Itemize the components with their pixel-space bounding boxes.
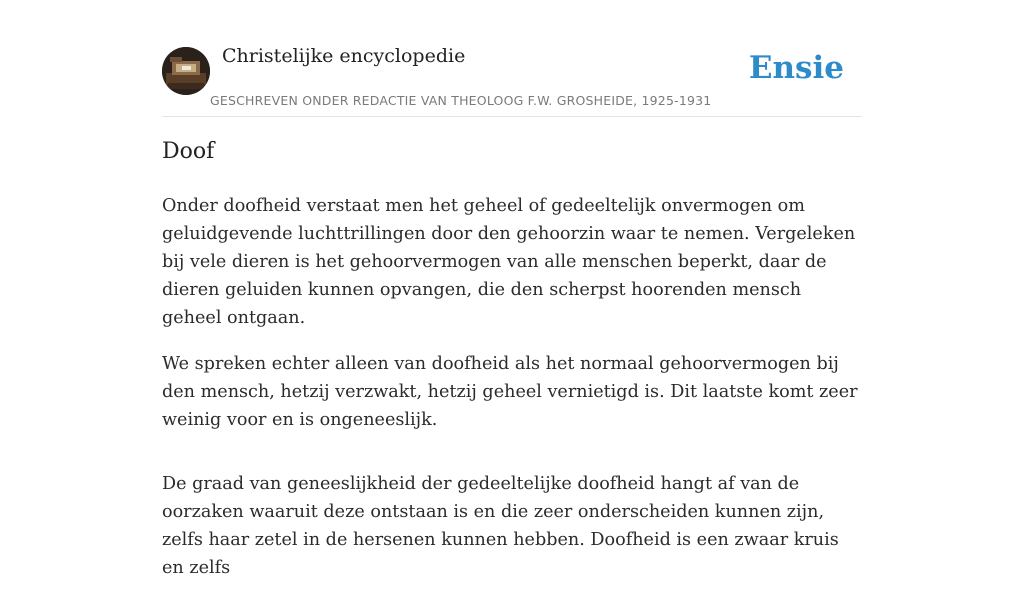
article-body [162,192,862,600]
publication-title[interactable]: Christelijke encyclopedie [222,45,466,67]
article-paragraph: We spreken echter alleen van doofheid als het normaal gehoorvermogen bij den mensch, hetzij verzwakt, hetzij geheel vernietigd is. Dit laatste komt zeer weinig voor en is ongeneeslijk. [162,354,858,430]
article-paragraph: De graad van geneeslijkheid der gedeeltelijke doofheid hangt af van de oorzaken waaruit deze ontstaan is en die zeer onderscheiden kunnen zijn, zelfs haar zetel in de hersenen kunnen hebben. Doofheid is een zwaar kruis en zelfs [162,474,839,578]
publication-header [162,0,862,117]
article-title: Doof [162,139,215,164]
brand-logo[interactable]: Ensie [748,50,844,86]
book-image-icon [162,47,210,95]
article-paragraph: Onder doofheid verstaat men het geheel of gedeeltelijk onvermogen om geluidgevende luchttrillingen door den gehoorzin waar te nemen. Vergeleken bij vele dieren is het gehoorvermogen van alle menschen beperkt, daar de dieren geluiden kunnen opvangen, die den scherpst hoorenden mensch geheel ontgaan. [162,196,856,328]
publication-logo[interactable] [162,47,210,95]
page [162,0,862,578]
publication-subtitle: GESCHREVEN ONDER REDACTIE VAN THEOLOOG F.W. GROSHEIDE, 1925-1931 [210,93,712,108]
